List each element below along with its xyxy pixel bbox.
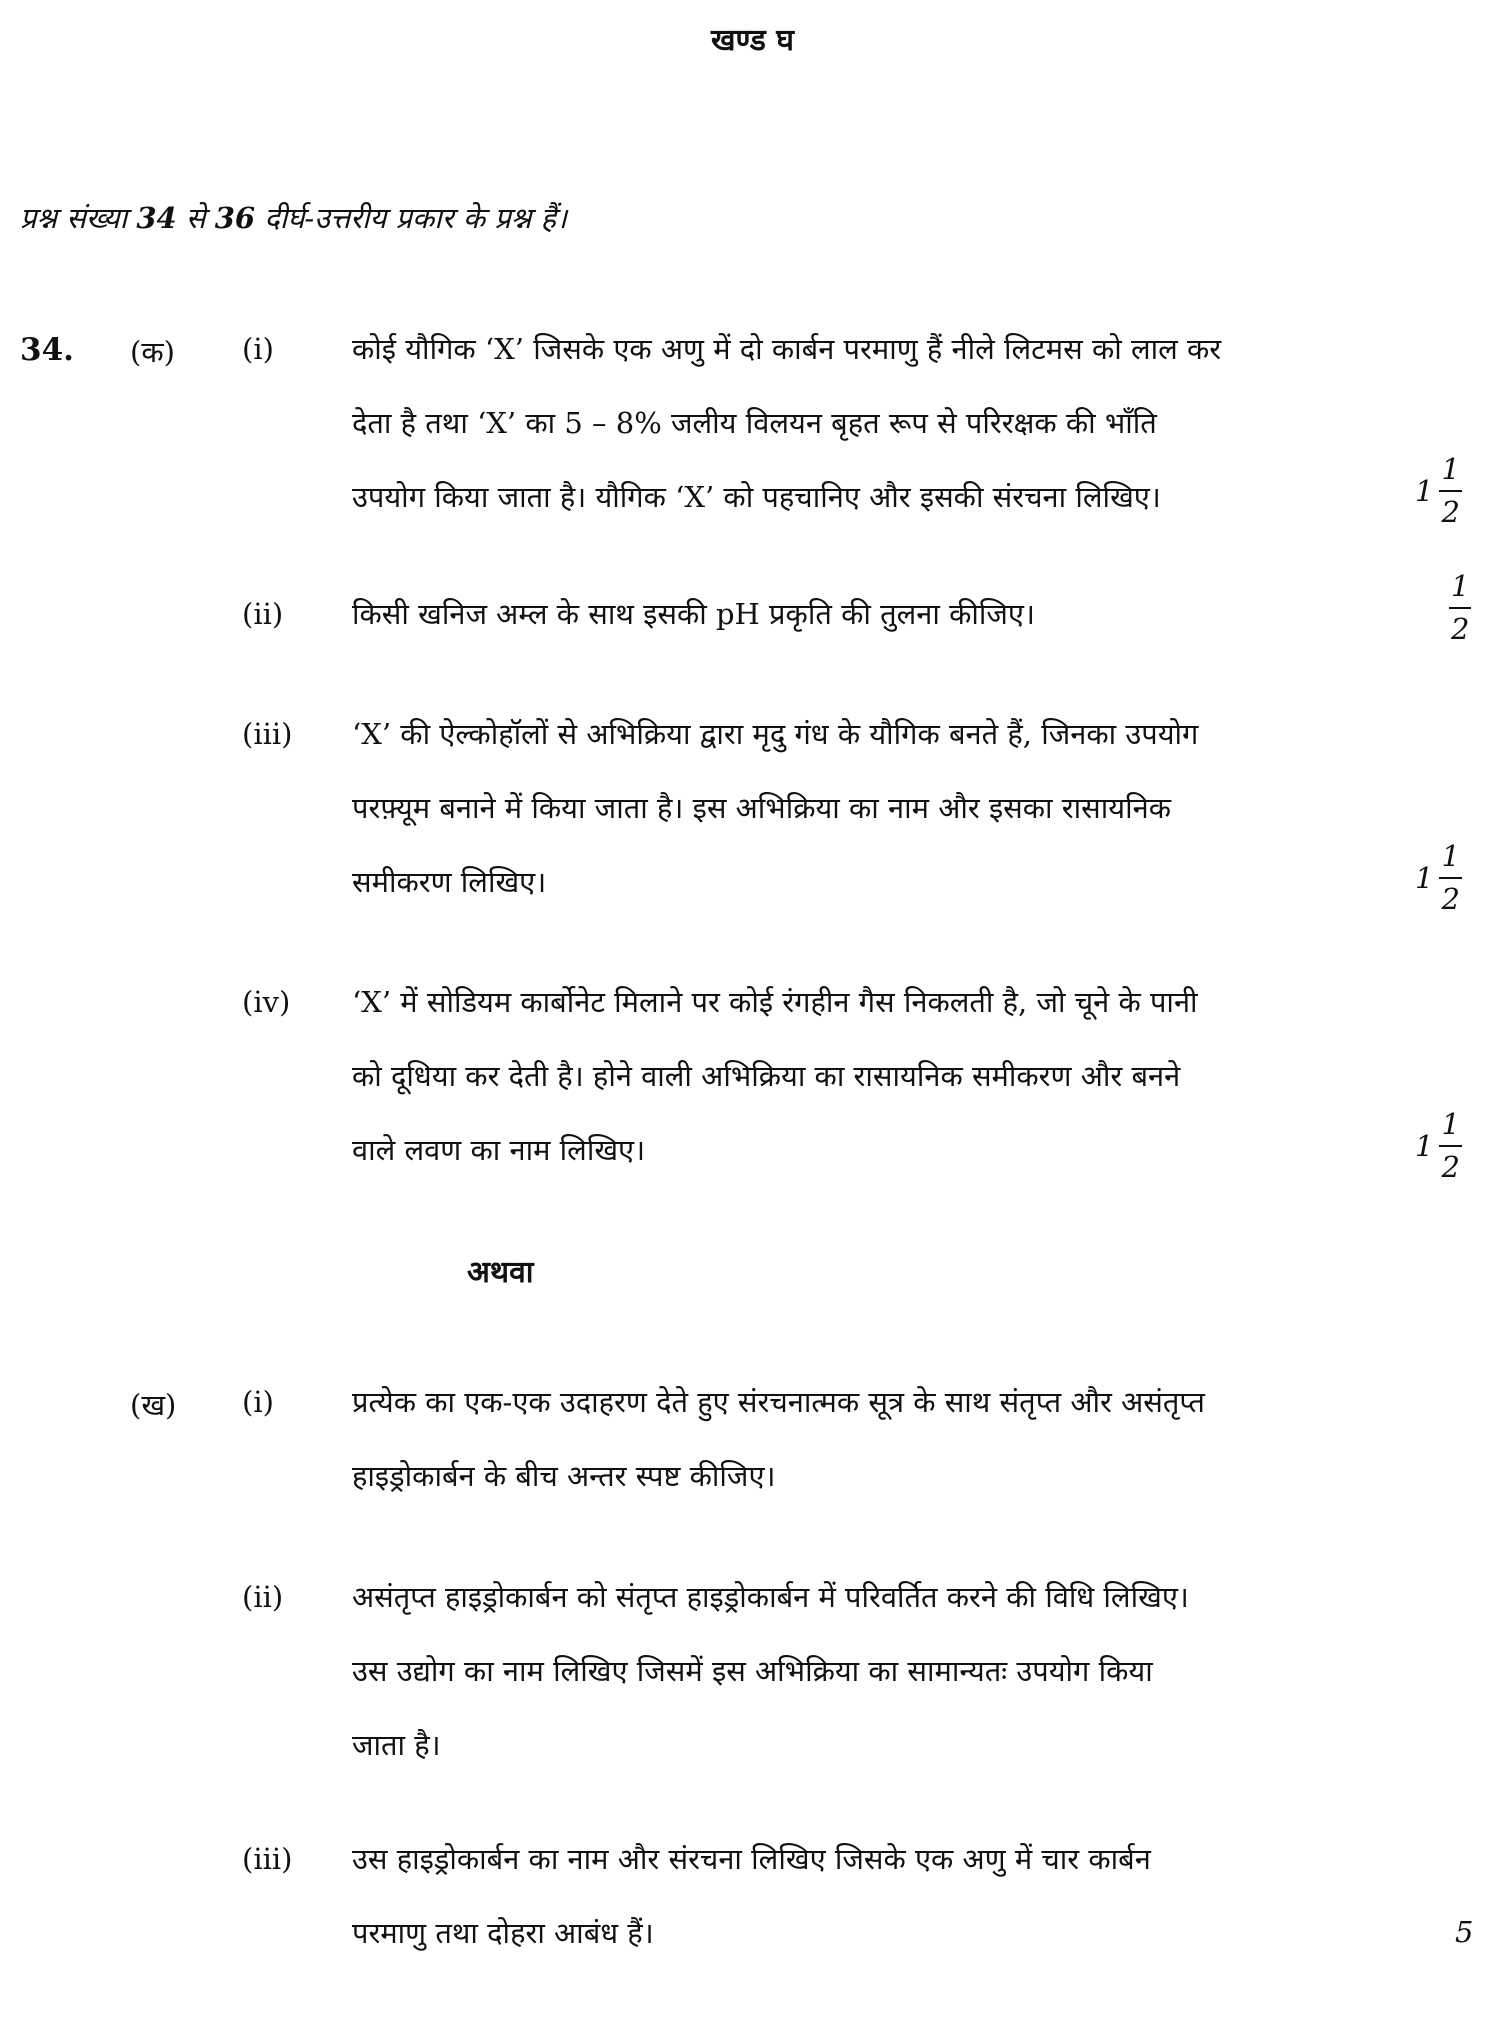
question-text <box>352 1822 1392 1970</box>
text-line: ‘X’ में सोडियम कार्बोनेट मिलाने पर कोई रंगहीन गैस निकलती है, जो चूने के पानी <box>352 985 1198 1019</box>
marks-fraction <box>1439 839 1461 916</box>
text-line: परफ़्यूम बनाने में किया जाता है। इस अभिक्रिया का नाम और इसका रासायनिक <box>352 791 1171 825</box>
question-text <box>352 965 1392 1187</box>
fraction-denominator: 2 <box>1441 882 1460 916</box>
text-line: परमाणु तथा दोहरा आबंध हैं। <box>352 1916 654 1950</box>
subpart-label: (i) <box>242 1385 274 1419</box>
instructions-line <box>20 198 567 237</box>
fraction-denominator: 2 <box>1441 495 1460 529</box>
marks-whole: 1 <box>1415 1129 1434 1163</box>
total-marks <box>1455 1915 1473 1949</box>
text-line: उपयोग किया जाता है। यौगिक ‘X’ को पहचानिए और इसकी संरचना लिखिए। <box>352 480 1161 514</box>
marks-fraction <box>1439 1107 1461 1184</box>
part-b-label: (ख) <box>130 1388 177 1422</box>
marks-fraction <box>1449 569 1471 646</box>
text-line: को दूधिया कर देती है। होने वाली अभिक्रिया का रासायनिक समीकरण और बनने <box>352 1059 1181 1093</box>
text-line: देता है तथा ‘X’ का 5 – 8% जलीय विलयन बृहत रूप से परिरक्षक की भाँति <box>352 406 1157 440</box>
fraction-denominator: 2 <box>1441 1150 1460 1184</box>
text-line: ‘X’ की ऐल्कोहॉलों से अभिक्रिया द्वारा मृदु गंध के यौगिक बनते हैं, जिनका उपयोग <box>352 717 1199 751</box>
question-text <box>352 697 1392 919</box>
fraction-numerator: 1 <box>1439 842 1461 879</box>
text-line: असंतृप्त हाइड्रोकार्बन को संतृप्त हाइड्रोकार्बन में परिवर्तित करने की विधि लिखिए। <box>352 1580 1189 1614</box>
text-line: किसी खनिज अम्ल के साथ इसकी pH प्रकृति की तुलना कीजिए। <box>352 597 1035 631</box>
fraction-numerator: 1 <box>1439 1110 1461 1147</box>
question-text <box>352 312 1392 534</box>
subpart-label: (iii) <box>242 1842 293 1876</box>
marks-fraction <box>1439 452 1461 529</box>
marks-whole: 1 <box>1415 861 1434 895</box>
text-line: उस उद्योग का नाम लिखिए जिसमें इस अभिक्रिया का सामान्यतः उपयोग किया <box>352 1654 1153 1688</box>
question-number: 34. <box>20 332 74 368</box>
marks <box>1415 839 1462 916</box>
text-line: कोई यौगिक ‘X’ जिसके एक अणु में दो कार्बन परमाणु हैं नीले लिटमस को लाल कर <box>352 332 1222 366</box>
marks <box>1415 452 1462 529</box>
marks-whole: 1 <box>1415 474 1434 508</box>
question-text <box>352 1560 1392 1782</box>
or-label: अथवा <box>467 1255 534 1290</box>
fraction-numerator: 1 <box>1439 455 1461 492</box>
subpart-label: (iii) <box>242 717 293 751</box>
text-line: हाइड्रोकार्बन के बीच अन्तर स्पष्ट कीजिए। <box>352 1459 776 1493</box>
part-a-label: (क) <box>130 335 175 369</box>
subpart-label: (ii) <box>242 1580 284 1614</box>
intro-to-number: 36 <box>214 201 256 235</box>
intro-from-number: 34 <box>136 201 177 235</box>
fraction-numerator: 1 <box>1449 572 1471 609</box>
marks <box>1443 569 1471 646</box>
fraction-denominator: 2 <box>1451 612 1470 646</box>
section-heading: खण्ड घ <box>710 23 794 58</box>
marks <box>1415 1107 1462 1184</box>
subpart-label: (ii) <box>242 597 284 631</box>
subpart-label: (i) <box>242 332 274 366</box>
text-line: प्रत्येक का एक-एक उदाहरण देते हुए संरचनात्मक सूत्र के साथ संतृप्त और असंतृप्त <box>352 1385 1205 1419</box>
marks-whole: 5 <box>1455 1915 1474 1949</box>
text-line: समीकरण लिखिए। <box>352 865 547 899</box>
intro-mid: से <box>176 201 215 235</box>
intro-prefix: प्रश्न संख्या <box>20 201 137 235</box>
question-text <box>352 577 1392 651</box>
text-line: उस हाइड्रोकार्बन का नाम और संरचना लिखिए जिसके एक अणु में चार कार्बन <box>352 1842 1151 1876</box>
intro-suffix: दीर्घ-उत्तरीय प्रकार के प्रश्न हैं। <box>255 201 567 235</box>
text-line: वाले लवण का नाम लिखिए। <box>352 1133 646 1167</box>
text-line: जाता है। <box>352 1728 441 1762</box>
question-text <box>352 1365 1392 1513</box>
subpart-label: (iv) <box>242 985 291 1019</box>
